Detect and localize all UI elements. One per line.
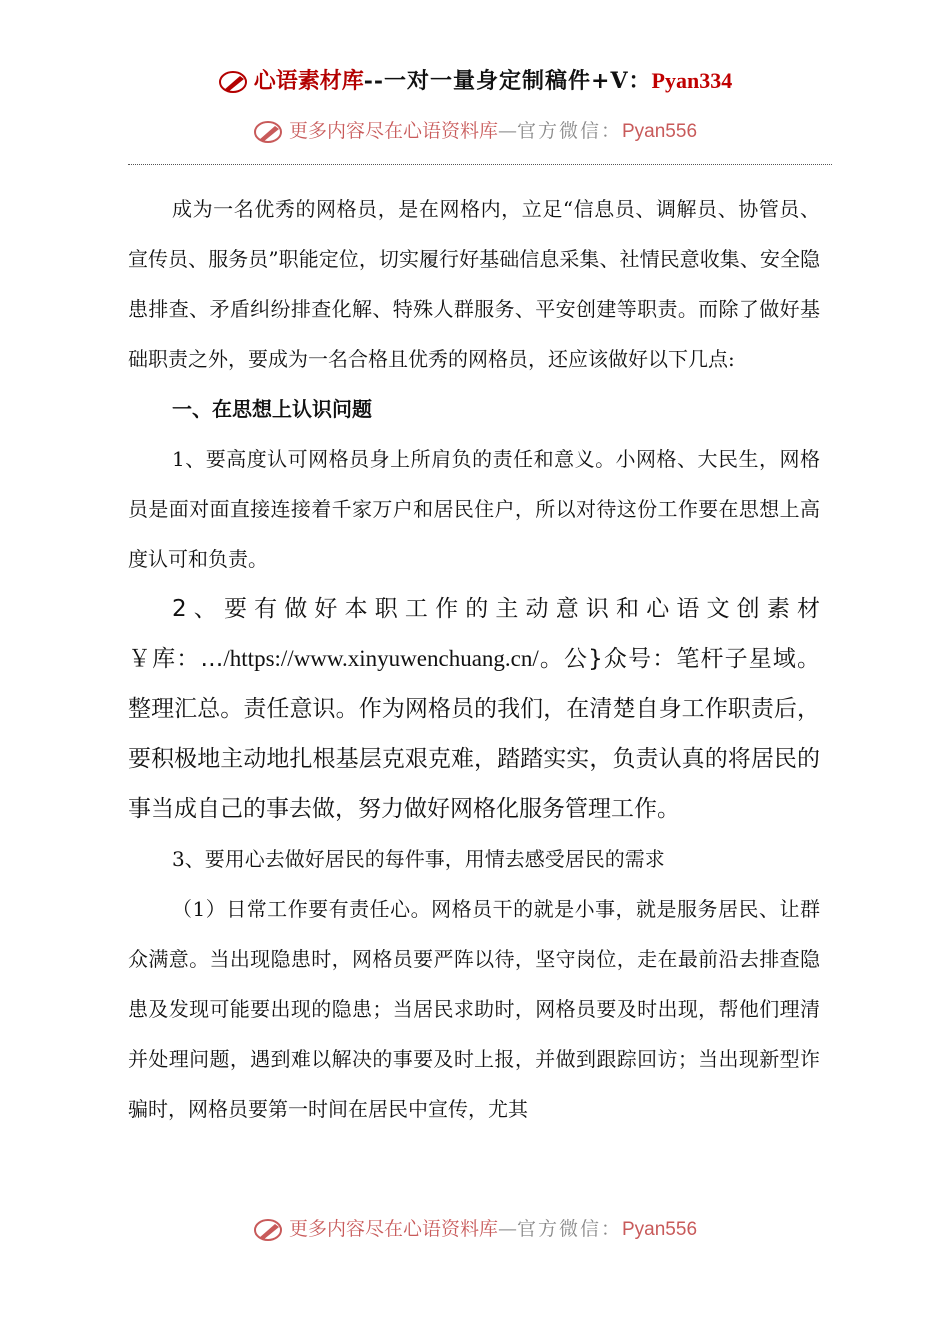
watermark-label: 官方微信： (516, 1218, 622, 1240)
header-divider (128, 164, 832, 165)
watermark-separator: — (497, 1218, 517, 1240)
pen-logo-icon (218, 70, 252, 94)
watermark-code: Pyan556 (622, 121, 698, 142)
pen-logo-icon (253, 120, 287, 144)
pen-logo-icon (253, 1218, 287, 1242)
brand-name: 心语素材库 (253, 68, 364, 94)
intro-paragraph: 成为一名优秀的网格员，是在网格内，立足“信息员、调解员、协管员、宣传员、服务员”职能定位，切实履行好基础信息采集、社情民意收集、安全隐患排查、矛盾纠纷排查化解、特殊人群服务、平安创建等职责。而除了做好基础职责之外，要成为一名合格且优秀的网格员，还应该做好以下几点: (128, 197, 820, 371)
section-heading: 一、在思想上认识问题 (172, 397, 372, 421)
top-watermark (0, 116, 950, 144)
point-2-paragraph (128, 584, 820, 834)
watermark-text: 更多内容尽在心语资料库 (288, 120, 498, 142)
watermark-label: 官方微信： (516, 120, 622, 142)
watermark-code: Pyan556 (622, 1219, 698, 1240)
point-2-text-a: 2、要有做好本职工作的主动意识和心语文创素材￥库：… (128, 596, 820, 672)
document-body (128, 184, 820, 1134)
watermark-separator: — (497, 120, 517, 142)
header-contact-code: Pyan334 (651, 68, 733, 93)
watermark-text: 更多内容尽在心语资料库 (288, 1218, 498, 1240)
point-3-heading: 3、要用心去做好居民的每件事，用情去感受居民的需求 (172, 847, 665, 871)
point-3-1-paragraph: （1）日常工作要有责任心。网格员干的就是小事，就是服务居民、让群众满意。当出现隐患时，网格员要严阵以待，坚守岗位，走在最前沿去排查隐患及发现可能要出现的隐患；当居民求助时，网格员要及时出现，帮他们理清并处理问题，遇到难以解决的事要及时上报，并做到跟踪回访；当出现新型诈骗时，网格员要第一时间在居民中宣传，尤其 (128, 897, 820, 1121)
point-2-url: /https://www.xinyuwenchuang.cn/ (223, 646, 539, 671)
point-2-text-b: 。公}众号：笔杆子星域。整理汇总。责任意识。作为网格员的我们，在清楚自身工作职责后，要积极地主动地扎根基层克艰克难，踏踏实实，负责认真的将居民的事当成自己的事去做，努力做好网格化服务管理工作。 (128, 646, 820, 822)
page-header (0, 64, 950, 95)
point-1-paragraph: 1、要高度认可网格员身上所肩负的责任和意义。小网格、大民生，网格员是面对面直接连接着千家万户和居民住户，所以对待这份工作要在思想上高度认可和负责。 (128, 447, 820, 571)
bottom-watermark (0, 1214, 950, 1242)
header-slogan: --一对一量身定制稿件+V： (363, 68, 652, 94)
